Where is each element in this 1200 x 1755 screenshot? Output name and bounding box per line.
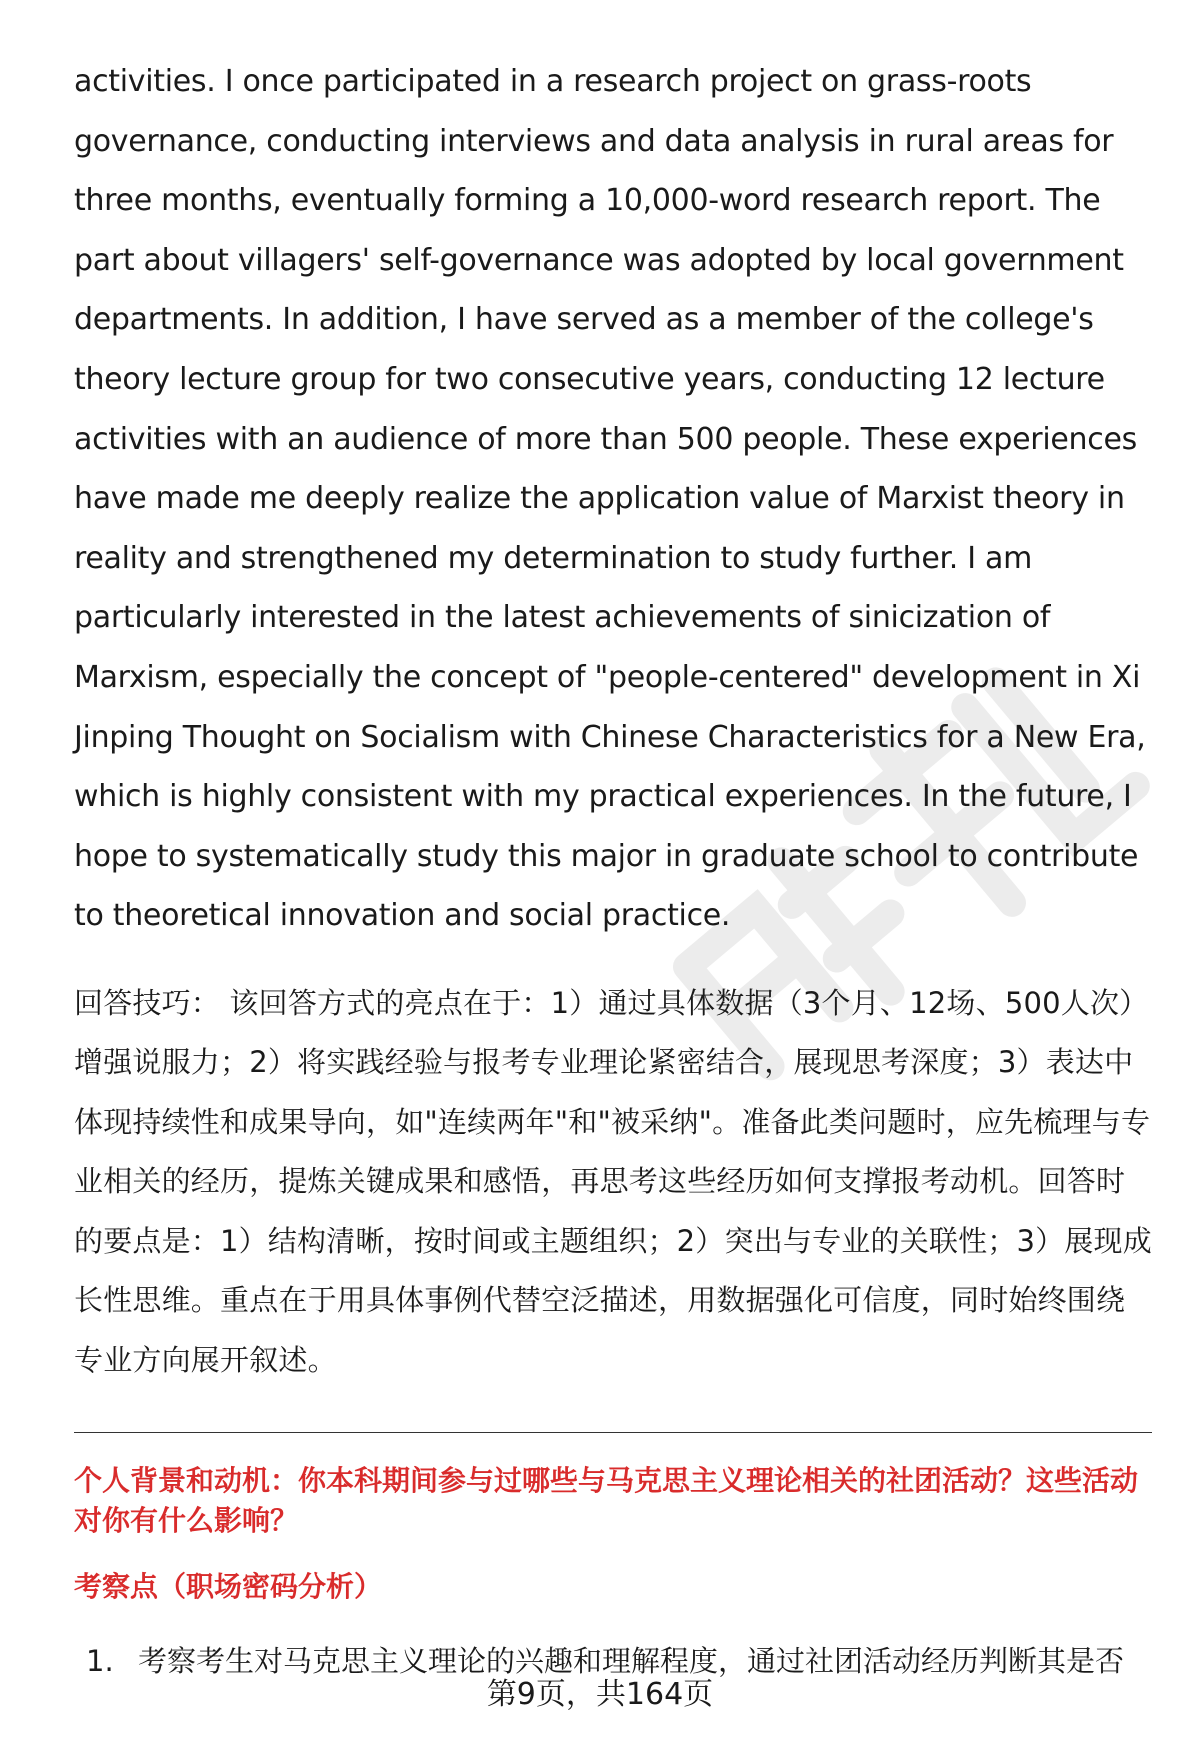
sample-answer-paragraph: activities. I once participated in a research project on grass-roots governance, conducting interviews and data analysis in rural areas for three months, eventually forming a 10,000-word research report. The part about villagers' self-governance was adopted by local government departments. In addition, I have served as a member of the college's theory lecture group for two consecutive years, conducting 12 lecture activities with an audience of more than 500 people. These experiences have made me deeply realize the application value of Marxist theory in reality and strengthened my determination to study further. I am particularly interested in the latest achievements of sinicization of Marxism, especially the concept of "people-centered" development in Xi Jinping Thought on Socialism with Chinese Characteristics for a New Era, which is highly consistent with my practical experiences. In the future, I hope to systematically study this major in graduate school to contribute to theoretical innovation and social practice. [74, 64, 1146, 934]
list-item-text: 考察考生对马克思主义理论的兴趣和理解程度，通过社团活动经历判断其是否 [138, 1644, 1125, 1679]
section-divider [74, 1432, 1152, 1433]
answer-tips-paragraph: 回答技巧： 该回答方式的亮点在于：1）通过具体数据（3个月、12场、500人次）增强说服力；2）将实践经验与报考专业理论紧密结合，展现思考深度；3）表达中体现持续性和成果导向，如"连续两年"和"被采纳"。准备此类问题时，应先梳理与专业相关的经历，提炼关键成果和感悟，再思考这些经历如何支撑报考动机。回答时的要点是：1）结构清晰，按时间或主题组织；2）突出与专业的关联性；3）展现成长性思维。重点在于用具体事例代替空泛描述，用数据强化可信度，同时始终围绕专业方向展开叙述。 [74, 985, 1152, 1377]
list-item-number: 1. [86, 1644, 114, 1679]
assessment-points-heading: 考察点（职场密码分析） [74, 1570, 383, 1604]
page-number-footer: 第9页，共164页 [486, 1677, 714, 1712]
question-heading: 个人背景和动机：你本科期间参与过哪些与马克思主义理论相关的社团活动？这些活动对你有什么影响？ [74, 1464, 1139, 1538]
page-content [74, 52, 1152, 1681]
